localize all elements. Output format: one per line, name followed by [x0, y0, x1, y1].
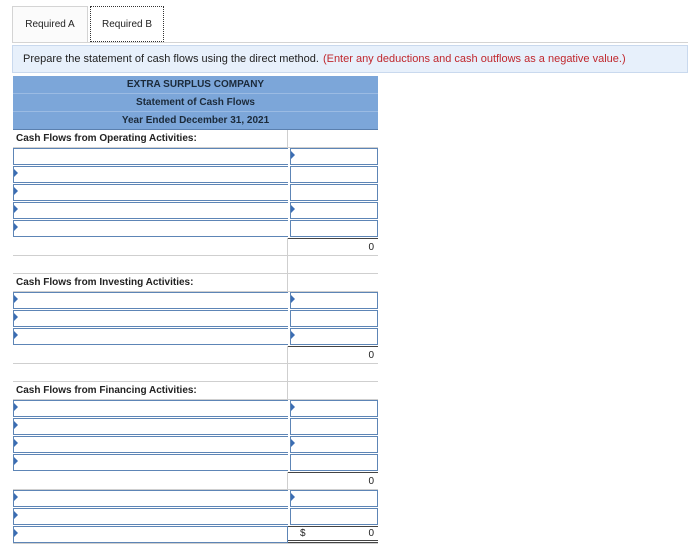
- net-amount-input[interactable]: [290, 490, 378, 507]
- financing-item-input[interactable]: [13, 436, 288, 453]
- net-amount-input[interactable]: [290, 508, 378, 525]
- table-row: [13, 184, 378, 201]
- dropdown-marker-icon: [14, 313, 18, 321]
- dropdown-marker-icon: [14, 529, 18, 537]
- investing-amount-input[interactable]: [290, 292, 378, 309]
- investing-section-label: Cash Flows from Investing Activities:: [13, 274, 378, 292]
- net-item-input[interactable]: [13, 526, 288, 543]
- dropdown-marker-icon: [291, 493, 295, 501]
- financing-item-input[interactable]: [13, 418, 288, 435]
- operating-amount-input[interactable]: [290, 148, 378, 165]
- table-row: [13, 310, 378, 327]
- dropdown-marker-icon: [14, 169, 18, 177]
- investing-total-row: [13, 346, 378, 364]
- tab-bar: [12, 6, 164, 44]
- dropdown-marker-icon: [14, 331, 18, 339]
- table-row: [13, 166, 378, 183]
- operating-amount-input[interactable]: [290, 220, 378, 237]
- company-name: EXTRA SURPLUS COMPANY: [13, 76, 378, 94]
- financing-section-label: Cash Flows from Financing Activities:: [13, 382, 378, 400]
- table-row: [13, 328, 378, 345]
- dropdown-marker-icon: [291, 331, 295, 339]
- table-row: [13, 202, 378, 219]
- financing-total-row: [13, 472, 378, 490]
- instruction-note: (Enter any deductions and cash outflows as a negative value.): [322, 53, 626, 65]
- statement-title: Statement of Cash Flows: [13, 94, 378, 112]
- table-row: [13, 436, 378, 453]
- operating-item-input[interactable]: [13, 184, 288, 201]
- table-row: [13, 400, 378, 417]
- table-row: [13, 292, 378, 309]
- statement-period: Year Ended December 31, 2021: [13, 112, 378, 130]
- investing-amount-input[interactable]: [290, 328, 378, 345]
- net-total-value: 0: [368, 528, 374, 539]
- financing-amount-input[interactable]: [290, 454, 378, 471]
- dropdown-marker-icon: [14, 295, 18, 303]
- table-row: [13, 418, 378, 435]
- dropdown-marker-icon: [14, 403, 18, 411]
- operating-item-input[interactable]: [13, 166, 288, 183]
- table-row: [13, 490, 378, 507]
- cash-flow-statement: [13, 76, 378, 544]
- dropdown-marker-icon: [14, 439, 18, 447]
- investing-item-input[interactable]: [13, 328, 288, 345]
- dropdown-marker-icon: [291, 205, 295, 213]
- dropdown-marker-icon: [291, 439, 295, 447]
- operating-section-label: Cash Flows from Operating Activities:: [13, 130, 378, 148]
- net-item-input[interactable]: [13, 490, 288, 507]
- operating-amount-input[interactable]: [290, 202, 378, 219]
- financing-amount-input[interactable]: [290, 400, 378, 417]
- dropdown-marker-icon: [14, 205, 18, 213]
- investing-total-value: 0: [288, 346, 378, 363]
- table-row: [13, 508, 378, 525]
- currency-symbol: $: [300, 528, 306, 539]
- dropdown-marker-icon: [14, 187, 18, 195]
- operating-amount-input[interactable]: [290, 166, 378, 183]
- table-row: [13, 148, 378, 165]
- dropdown-marker-icon: [14, 511, 18, 519]
- tab-required-b[interactable]: Required B: [90, 6, 164, 42]
- table-row: [13, 220, 378, 237]
- instruction-text: Prepare the statement of cash flows using the direct method.: [23, 53, 319, 65]
- spacer-row: [13, 364, 378, 382]
- net-total-cell: [288, 526, 378, 543]
- dropdown-marker-icon: [14, 421, 18, 429]
- financing-total-value: 0: [288, 472, 378, 489]
- financing-item-input[interactable]: [13, 400, 288, 417]
- financing-amount-input[interactable]: [290, 436, 378, 453]
- net-change-row: [13, 526, 378, 544]
- operating-item-input[interactable]: [13, 220, 288, 237]
- instruction-bar: [12, 45, 688, 73]
- investing-item-input[interactable]: [13, 292, 288, 309]
- dropdown-marker-icon: [14, 493, 18, 501]
- tab-divider: [12, 42, 688, 43]
- operating-total-value: 0: [288, 238, 378, 255]
- operating-amount-input[interactable]: [290, 184, 378, 201]
- tab-required-a[interactable]: Required A: [12, 6, 88, 42]
- financing-amount-input[interactable]: [290, 418, 378, 435]
- dropdown-marker-icon: [14, 457, 18, 465]
- dropdown-marker-icon: [291, 403, 295, 411]
- operating-item-input[interactable]: [13, 202, 288, 219]
- table-row: [13, 454, 378, 471]
- operating-item-input[interactable]: [13, 148, 288, 165]
- investing-amount-input[interactable]: [290, 310, 378, 327]
- investing-item-input[interactable]: [13, 310, 288, 327]
- dropdown-marker-icon: [14, 223, 18, 231]
- financing-item-input[interactable]: [13, 454, 288, 471]
- net-item-input[interactable]: [13, 508, 288, 525]
- dropdown-marker-icon: [291, 295, 295, 303]
- spacer-row: [13, 256, 378, 274]
- dropdown-marker-icon: [291, 151, 295, 159]
- operating-total-row: [13, 238, 378, 256]
